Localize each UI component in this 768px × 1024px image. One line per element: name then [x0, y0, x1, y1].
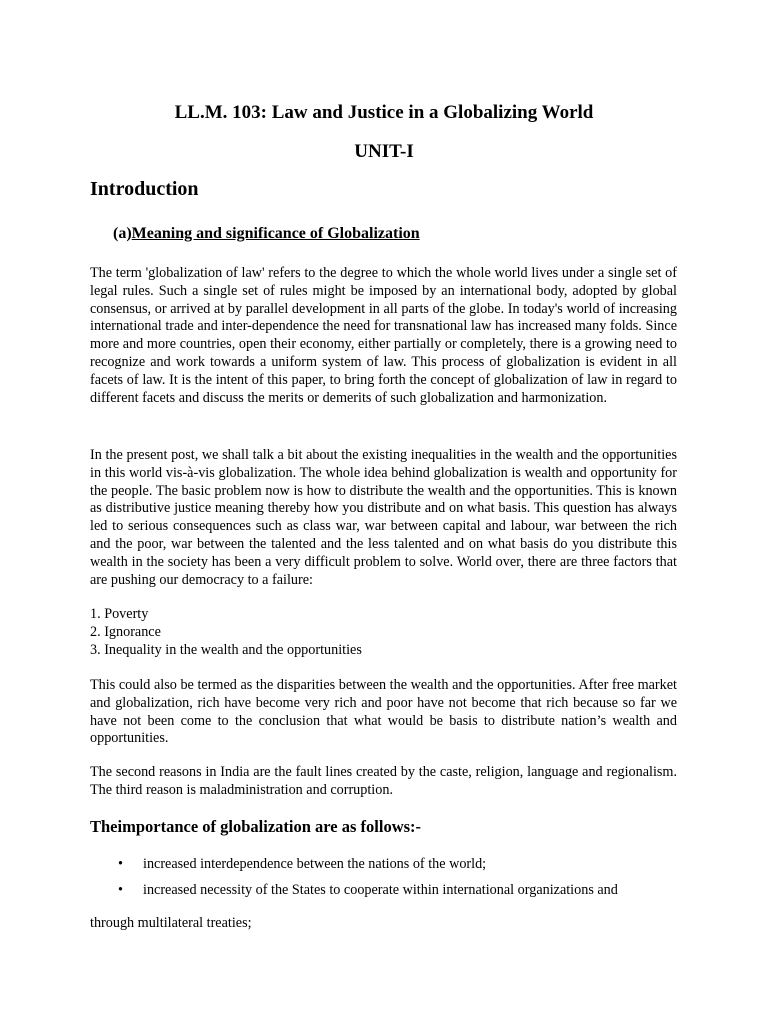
- bullet-item: [90, 855, 677, 873]
- paragraph-globalization-of-law: The term 'globalization of law' refers to the degree to which the whole world lives under a single set of legal rules. Such a single set of rules might be imposed by an international body, adopted by global consensus, or arrived at by parallel development in all parts of the globe. In today's world of increasing international trade and inter-dependence the need for transnational law has increased many folds. Since more and more countries, open their economy, either partially or completely, there is a growing need to recognize and work towards a uniform system of law. This process of globalization is evident in all facets of law. It is the intent of this paper, to bring forth the concept of globalization of law in regard to different facets and discuss the merits or demerits of such globalization and harmonization.: [90, 265, 677, 406]
- paragraph-fault-lines: The second reasons in India are the fault lines created by the caste, religion, language and regionalism. The third reason is maladministration and corruption.: [90, 764, 677, 798]
- subsection-heading: [113, 223, 420, 245]
- bullet-glyph: •: [118, 882, 123, 898]
- factors-list: [90, 605, 362, 659]
- importance-heading: Theimportance of globalization are as follows:-: [90, 817, 422, 836]
- section-heading: Introduction: [90, 178, 199, 200]
- bullet-item: [90, 881, 677, 899]
- bullet-text: increased necessity of the States to cooperate within international organizations and: [143, 882, 618, 898]
- list-item: 1. Poverty: [90, 606, 149, 622]
- list-item: 3. Inequality in the wealth and the opportunities: [90, 642, 362, 658]
- paragraph-distributive-justice: In the present post, we shall talk a bit about the existing inequalities in the wealth and the opportunities in this world vis-à-vis globalization. The whole idea behind globalization is wealth and opportunity for the people. The basic problem now is how to distribute the wealth and the opportunities. This is known as distributive justice meaning thereby how you distribute and on what basis. This question has always led to serious consequences such as class war, war between capital and labour, war between the rich and the poor, war between the talented and the less talented and on what basis do you distribute this wealth in the society has been a very difficult problem to solve. World over, there are three factors that are pushing our democracy to a failure:: [90, 447, 677, 588]
- document-title: LL.M. 103: Law and Justice in a Globalizing World: [174, 102, 594, 123]
- bullet-glyph: •: [118, 856, 123, 872]
- list-item: 2. Ignorance: [90, 624, 161, 640]
- subsection-marker: (a): [113, 225, 132, 242]
- subsection-title: Meaning and significance of Globalization: [131, 225, 420, 242]
- unit-heading: UNIT-I: [354, 141, 414, 162]
- bullet-text: increased interdependence between the nations of the world;: [143, 856, 487, 872]
- paragraph-disparities: This could also be termed as the disparities between the wealth and the opportunities. After free market and globalization, rich have become very rich and poor have not become that rich because so far we have not been come to the conclusion that what would be basis to distribute nation’s wealth and opportunities.: [90, 677, 677, 747]
- bullet-text-continuation: through multilateral treaties;: [90, 915, 252, 931]
